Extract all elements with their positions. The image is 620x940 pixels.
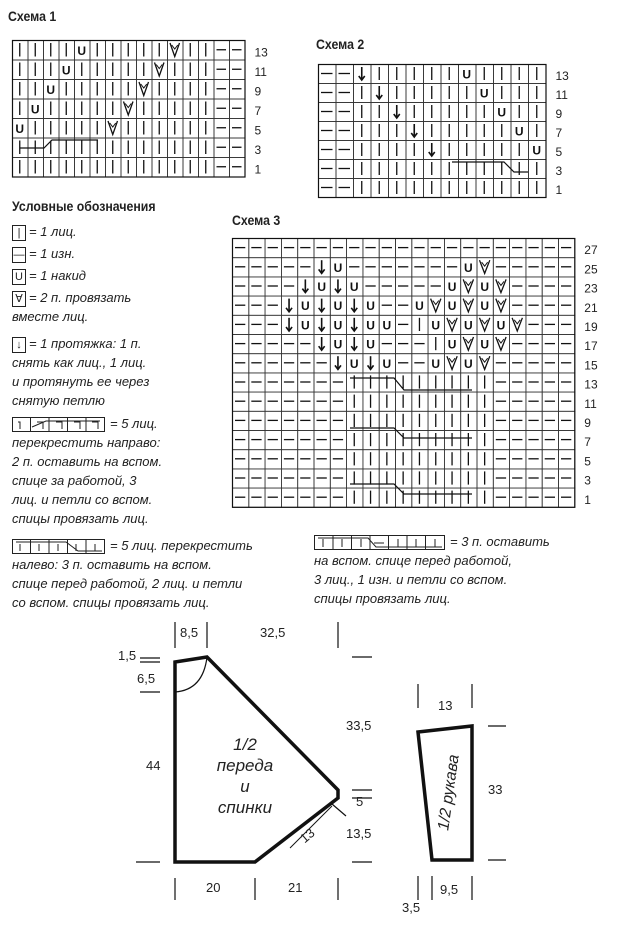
svg-text:U: U [431, 318, 441, 333]
legend-skpo: ↓ = 1 протяжка: 1 п. снять как лиц., 1 лиц. и протянуть ее через снятую петлю [12, 336, 150, 408]
row-number: 7 [584, 435, 591, 450]
row-number: 9 [584, 416, 591, 430]
svg-text:U: U [480, 299, 489, 314]
svg-text:U: U [15, 121, 25, 136]
legend-knit: | = 1 лиц. [12, 222, 77, 241]
row-number: 17 [584, 339, 598, 354]
scheme-3-grid [232, 238, 612, 510]
svg-text:U: U [479, 86, 489, 101]
dim-sleeve-13: 13 [438, 698, 453, 713]
legend-cross-left: = 5 лиц. перекрестить налево: 3 п. оставить на вспом. спице перед работой, 2 лиц. и петли со вспом. спицы провязать лиц. [12, 538, 253, 610]
legend-purl: — = 1 изн. [13, 246, 76, 261]
svg-text:U: U [46, 82, 56, 97]
scheme-1-grid [12, 40, 272, 180]
sleeve-label: 1/2 рукава [435, 753, 463, 832]
svg-text:U: U [382, 318, 392, 333]
cross-mixed-symbol-icon [314, 535, 446, 551]
svg-text:U: U [301, 299, 310, 314]
row-number: 11 [584, 396, 597, 411]
svg-text:U: U [532, 143, 542, 158]
row-number: 11 [254, 65, 267, 79]
row-number: 3 [555, 164, 563, 178]
dim-44: 44 [146, 758, 161, 773]
dim-top-right: 32,5 [260, 625, 286, 640]
scheme-1-title: Схема 1 [8, 8, 57, 24]
arrow-down-symbol-icon: ↓ [12, 337, 26, 353]
dim-20: 20 [206, 880, 221, 895]
dim-13-5: 13,5 [346, 826, 372, 841]
legend-yo: U = 1 накид [12, 266, 86, 285]
dim-top-left: 8,5 [180, 625, 199, 640]
row-number: 21 [584, 300, 598, 315]
svg-text:U: U [464, 356, 473, 371]
row-number: 3 [254, 143, 262, 157]
svg-text:U: U [77, 43, 87, 58]
svg-text:U: U [496, 318, 506, 333]
svg-text:U: U [366, 318, 375, 333]
dim-sleeve-3-5: 3,5 [402, 900, 421, 915]
svg-text:U: U [333, 260, 343, 275]
row-number: 5 [584, 454, 591, 469]
k2tog-symbol-icon: ∀ [12, 291, 26, 307]
svg-text:U: U [30, 102, 40, 117]
row-number: 13 [584, 377, 598, 392]
dim-21: 21 [288, 880, 303, 895]
legend-cross-right: = 5 лиц. перекрестить направо: 2 п. оставить на вспом. спице за работой, 3 лиц. и петли со вспом. спицы провязать лиц. [12, 416, 163, 526]
dim-5: 5 [356, 794, 364, 809]
svg-text:U: U [382, 356, 392, 371]
row-number: 15 [584, 358, 598, 373]
svg-text:U: U [464, 260, 473, 275]
svg-text:U: U [333, 318, 343, 333]
row-number: 7 [254, 104, 262, 118]
row-number: 9 [254, 84, 262, 99]
row-number: 1 [254, 162, 262, 177]
dim-33-5: 33,5 [346, 718, 372, 733]
dim-1-5: 1,5 [118, 648, 137, 663]
pattern-drawing [0, 600, 620, 940]
row-number: 11 [555, 88, 568, 102]
svg-text:U: U [349, 280, 359, 294]
svg-text:U: U [333, 299, 343, 314]
row-number: 9 [555, 107, 563, 121]
svg-text:U: U [480, 337, 489, 352]
svg-text:U: U [366, 299, 375, 314]
row-number: 19 [584, 320, 598, 334]
svg-text:U: U [462, 67, 472, 82]
legend-k2tog: ∀ = 2 п. провязать вместе лиц. [12, 290, 132, 324]
svg-text:U: U [480, 280, 489, 294]
cross-right-symbol-icon [12, 417, 106, 433]
svg-text:U: U [464, 318, 473, 333]
row-number: 7 [555, 126, 563, 140]
svg-text:U: U [447, 299, 457, 314]
dim-6-5: 6,5 [137, 671, 156, 686]
svg-text:U: U [447, 337, 457, 352]
yarn-over-symbol-icon: U [12, 269, 26, 285]
body-label: 1/2 переда и спинки [216, 735, 274, 817]
legend-title: Условные обозначения [12, 198, 156, 214]
row-number: 1 [555, 183, 563, 197]
svg-text:U: U [447, 280, 457, 294]
dim-sleeve-9-5: 9,5 [440, 882, 459, 897]
scheme-2-title: Схема 2 [316, 36, 365, 52]
purl-symbol-icon: — [13, 248, 25, 261]
scheme-3-title: Схема 3 [232, 212, 281, 228]
knit-symbol-icon: | [12, 225, 26, 241]
row-number: 3 [584, 473, 591, 488]
svg-text:U: U [349, 356, 359, 371]
row-number: 27 [584, 243, 598, 258]
svg-text:U: U [431, 356, 441, 371]
svg-text:U: U [333, 337, 343, 352]
svg-text:U: U [497, 105, 507, 120]
row-number: 25 [584, 262, 598, 277]
row-number: 23 [584, 281, 598, 296]
row-number: 5 [254, 123, 262, 138]
row-number: 13 [555, 69, 569, 83]
cross-left-symbol-icon [12, 539, 106, 555]
svg-text:U: U [415, 299, 424, 314]
scheme-2-grid [318, 64, 578, 200]
svg-text:U: U [301, 318, 310, 333]
svg-text:U: U [514, 124, 524, 139]
row-number: 13 [254, 45, 268, 60]
svg-text:U: U [317, 280, 326, 294]
svg-text:U: U [366, 337, 375, 352]
row-number: 1 [584, 492, 591, 507]
dim-13: 13 [296, 825, 318, 846]
row-number: 5 [555, 145, 563, 159]
dim-sleeve-33: 33 [488, 782, 503, 797]
svg-text:U: U [61, 63, 71, 78]
legend-cross-mixed: = 3 п. оставить на вспом. спице перед работой, 3 лиц., 1 изн. и петли со вспом. спицы провязать лиц. [314, 534, 550, 606]
